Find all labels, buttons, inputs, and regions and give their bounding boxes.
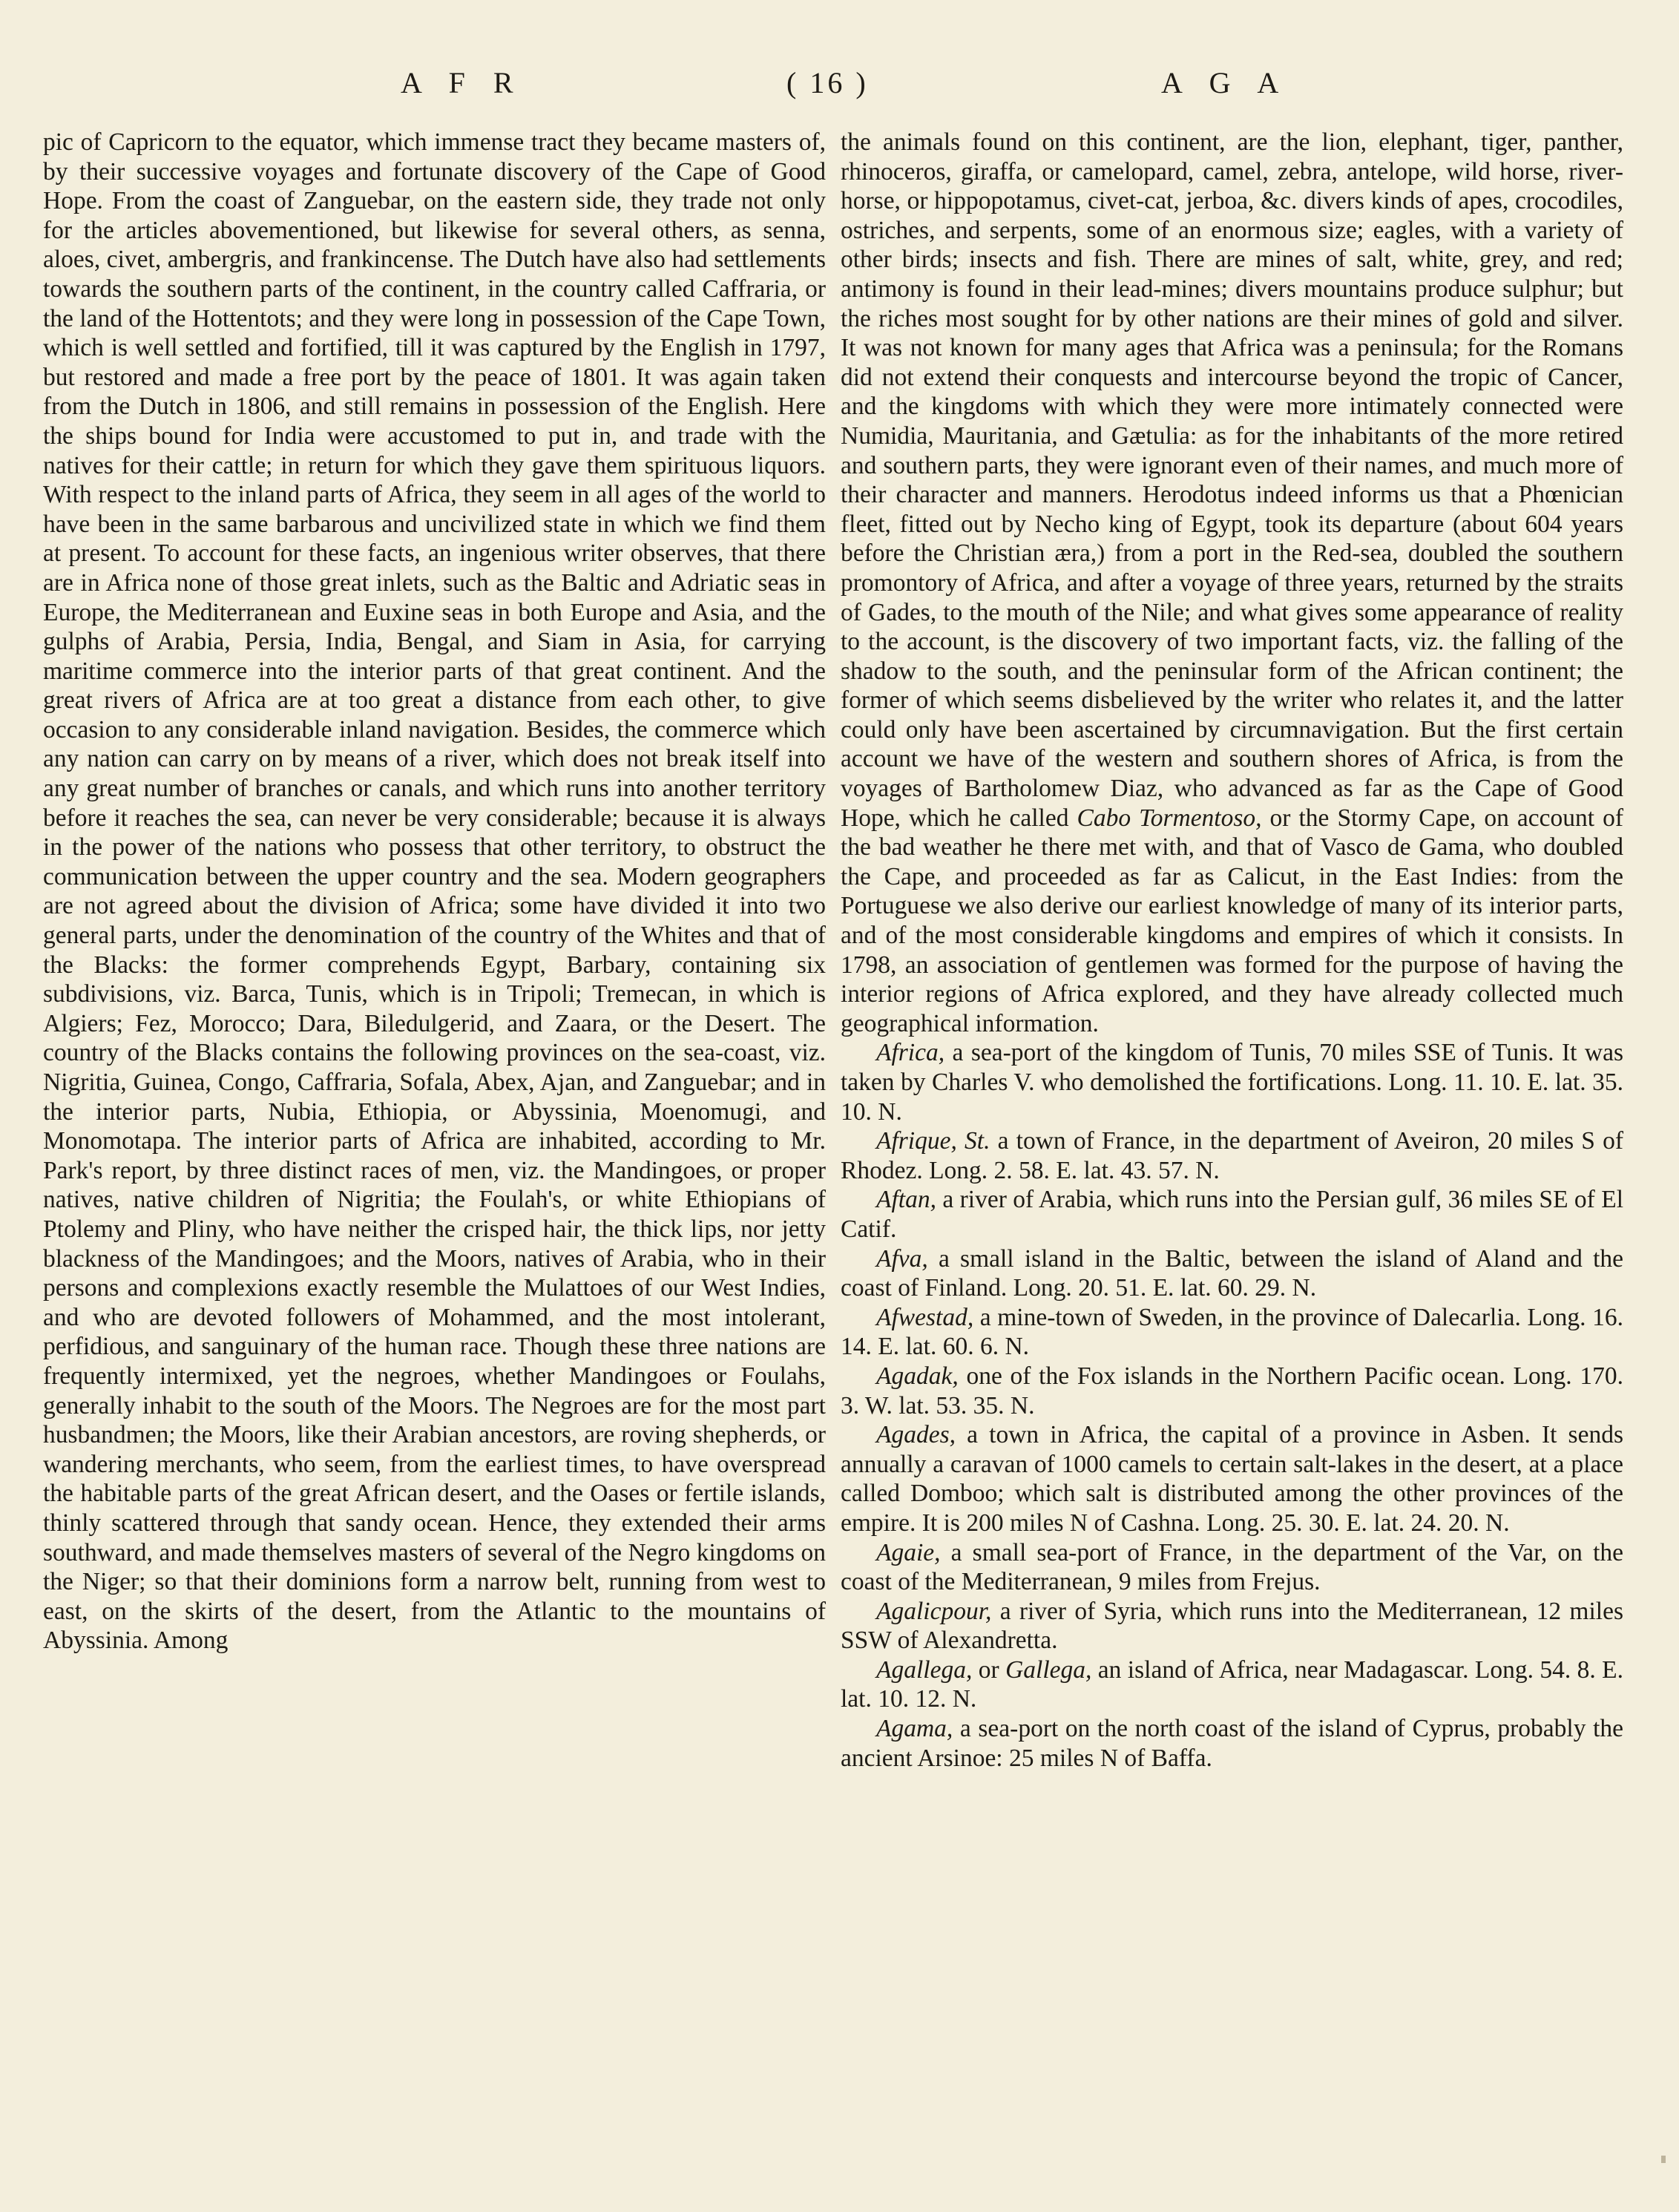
entry-term: Afwestad, [876,1303,974,1331]
header-right-guide-word: A G A [1161,66,1289,99]
entry-term: Aftan, [876,1186,936,1214]
entry-term: Afrique, St. [876,1127,990,1155]
gazetteer-entry [841,1655,1623,1714]
left-column [43,128,826,1655]
entry-term: Agades, [876,1421,956,1449]
gazetteer-entry [841,1420,1623,1537]
running-header [0,65,1679,110]
entry-text: an island of Africa, near Madagascar. Long. 54. 8. E. lat. 10. 12. N. [841,1655,1624,1713]
entry-text: a river of Arabia, which runs into the Persian gulf, 36 miles SE of El Catif. [841,1186,1623,1243]
header-left-guide-word: A F R [401,66,524,99]
africa-continuation-paragraph [841,128,1623,1038]
entry-text: a river of Syria, which runs into the Mediterranean, 12 miles SSW of Alexandretta. [841,1597,1623,1655]
entry-text: a mine-town of Sweden, in the province of Dalecarlia. Long. 16. 14. E. lat. 60. 6. N. [841,1303,1623,1361]
entry-text: a sea-port on the north coast of the island of Cyprus, probably the ancient Arsinoe: 25 miles N of Baffa. [841,1715,1623,1772]
left-column-text: pic of Capricorn to the equator, which immense tract they became masters of, by their successive voyages and fortunate discovery of the Cape of Good Hope. From the coast of Zanguebar, on the eastern side, they trade not only for the articles abovementioned, but likewise for several others, as senna, aloes, civet, ambergris, and frankincense. The Dutch have also had settlements towards the southern parts of the continent, in the country called Caffraria, or the land of the Hottentots; and they were long in possession of the Cape Town, which is well settled and fortified, till it was captured by the English in 1797, but restored and made a free port by the peace of 1801. It was again taken from the Dutch in 1806, and still remains in possession of the English. Here the ships bound for India were accustomed to put in, and trade with the natives for their cattle; in return for which they gave them spirituous liquors. With respect to the inland parts of Africa, they seem in all ages of the world to have been in the same barbarous and uncivilized state in which we find them at present. To account for these facts, an ingenious writer observes, that there are in Africa none of those great inlets, such as the Baltic and Adriatic seas in Europe, the Mediterranean and Euxine seas in both Europe and Asia, and the gulphs of Arabia, Persia, India, Bengal, and Siam in Asia, for carrying maritime commerce into the interior parts of that great continent. And the great rivers of Africa are at too great a distance from each other, to give occasion to any considerable inland navigation. Besides, the commerce which any nation can carry on by means of a river, which does not break itself into any great number of branches or canals, and which runs into another territory before it reaches the sea, can never be very considerable; because it is always in the power of the nations who possess that other territory, to obstruct the communication between the upper country and the sea. Modern geographers are not agreed about the division of Africa; some have divided it into two general parts, under the denomination of the country of the Whites and that of the Blacks: the former comprehends Egypt, Barbary, containing six subdivisions, viz. Barca, Tunis, which is in Tripoli; Tremecan, in which is Algiers; Fez, Morocco; Dara, Biledulgerid, and Zaara, or the Desert. The country of the Blacks contains the following provinces on the sea-coast, viz. Nigritia, Guinea, Congo, Caffraria, Sofala, Abex, Ajan, and Zanguebar; and in the interior parts, Nubia, Ethiopia, or Abyssinia, Moenomugi, and Monomotapa. The interior parts of Africa are inhabited, according to Mr. Park's report, by three distinct races of men, viz. the Mandingoes, or proper natives, native children of Nigritia; the Foulah's, or white Ethiopians of Ptolemy and Pliny, who have neither the crisped hair, the thick lips, nor jetty blackness of the Mandingoes; and the Moors, natives of Arabia, who in their persons and complexions exactly resemble the Mulattoes of our West Indies, and who are devoted followers of Mohammed, and the most intolerant, perfidious, and sanguinary of the human race. Though these three nations are frequently intermixed, yet the negroes, whether Mandingoes or Foulahs, generally inhabit to the south of the Moors. The Negroes are for the most part husbandmen; the Moors, like their Arabian ancestors, are roving shepherds, or wandering merchants, who seem, from the earliest times, to have overspread the habitable parts of the great African desert, and the Oases or fertile islands, thinly scattered through that sandy ocean. Hence, they extended their arms southward, and made themselves masters of several of the Negro kingdoms on the Niger; so that their dominions form a narrow belt, running from west to east, on the skirts of the desert, from the Atlantic to the mountains of Abyssinia. Among [43,128,826,1655]
gazetteer-entry [841,1126,1623,1185]
gazetteer-entry [841,1185,1623,1244]
gazetteer-entry [841,1244,1623,1303]
gazetteer-entry [841,1597,1623,1655]
entry-term: Agallega, [876,1655,973,1684]
continuation-text-rest: or the Stormy Cape, on account of the bad weather he there met with, and that of Vasco de Gama, who doubled the Cape, and proceeded as far as Calicut, in the East Indies: from the Portuguese we also derive our earliest knowledge of many of its interior parts, and of the most considerable kingdoms and empires of which it consists. In 1798, an association of gentlemen was formed for the purpose of having the interior regions of Africa explored, and they have already collected much geographical information. [841,804,1624,1037]
paper-blemish [1661,2156,1666,2163]
right-column [841,128,1623,1773]
entry-text: one of the Fox islands in the Northern Pacific ocean. Long. 170. 3. W. lat. 53. 35. N. [841,1362,1623,1420]
entry-term-alternate: Gallega, [1005,1655,1092,1684]
entry-text: a small island in the Baltic, between the island of Aland and the coast of Finland. Long. 20. 51. E. lat. 60. 29. N. [841,1244,1623,1302]
entry-text: a small sea-port of France, in the department of the Var, on the coast of the Mediterranean, 9 miles from Frejus. [841,1538,1623,1596]
italic-phrase: Cabo Tormentoso, [1077,804,1262,832]
entry-term: Afva, [876,1244,928,1273]
entry-term: Agama, [876,1715,953,1743]
gazetteer-entry [841,1538,1623,1597]
continuation-text: the animals found on this continent, are the lion, elephant, tiger, panther, rhinoceros, giraffa, or camelopard, camel, zebra, antelope, wild horse, river-horse, or hippopotamus, civet-cat, jerboa, &c. divers kinds of apes, crocodiles, ostriches, and serpents, some of an enormous size; eagles, with a variety of other birds; insects and fish. There are mines of salt, white, grey, and red; antimony is found in their lead-mines; divers mountains produce sulphur; but the riches most sought for by other nations are their mines of gold and silver. It was not known for many ages that Africa was a peninsula; for the Romans did not extend their conquests and intercourse beyond the tropic of Cancer, and the kingdoms with which they were more intimately connected were Numidia, Mauritania, and Gætulia: as for the inhabitants of the more retired and southern parts, they were ignorant even of their names, and much more of their character and manners. Herodotus indeed informs us that a Phœnician fleet, fitted out by Necho king of Egypt, took its departure (about 604 years before the Christian æra,) from a port in the Red-sea, doubled the southern promontory of Africa, and after a voyage of three years, returned by the straits of Gades, to the mouth of the Nile; and what gives some appearance of reality to the account, is the discovery of two important facts, viz. the falling of the shadow to the south, and the peninsular form of the African continent; the former of which seems disbelieved by the writer who relates it, and the latter could only have been ascertained by circumnavigation. But the first certain account we have of the western and southern shores of Africa, is from the voyages of Bartholomew Diaz, who advanced as far as the Cape of Good Hope, which he called [841,128,1623,832]
gazetteer-entry [841,1038,1623,1126]
entry-text: a town of France, in the department of Aveiron, 20 miles S of Rhodez. Long. 2. 58. E. lat. 43. 57. N. [841,1127,1623,1184]
entry-term: Agaie, [876,1538,941,1566]
entry-term: Africa, [876,1039,945,1067]
entry-text: a sea-port of the kingdom of Tunis, 70 miles SSE of Tunis. It was taken by Charles V. who demolished the fortifications. Long. 11. 10. E. lat. 35. 10. N. [841,1039,1623,1126]
entry-term: Agalicpour, [876,1597,992,1625]
entry-term: Agadak, [876,1362,959,1390]
entry-text: a town in Africa, the capital of a province in Asben. It sends annually a caravan of 1000 camels to certain salt-lakes in the desert, at a place called Domboo; which salt is distributed among the other provinces of the empire. It is 200 miles N of Cashna. Long. 25. 30. E. lat. 24. 20. N. [841,1421,1623,1537]
gazetteer-entry [841,1362,1623,1420]
gazetteer-entry [841,1303,1623,1362]
gazetteer-entry [841,1714,1623,1773]
page-number: ( 16 ) [786,66,869,99]
entry-text: or [972,1655,1006,1684]
